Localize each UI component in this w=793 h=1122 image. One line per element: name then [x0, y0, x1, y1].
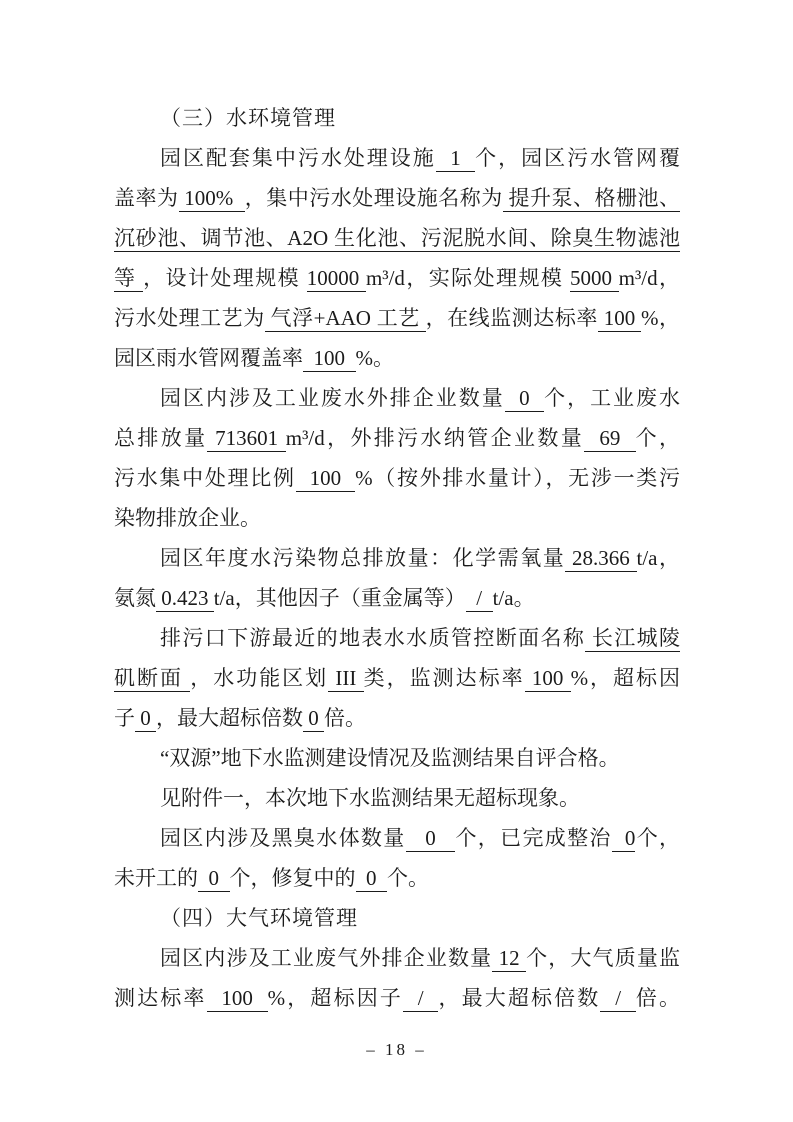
filled-blank: 28.366	[565, 546, 637, 570]
text-segment: 个，修复中的	[229, 866, 356, 890]
filled-blank: 100	[597, 306, 641, 330]
text-segment: 排污口下游最近的地表水水质管控断面名称	[160, 626, 586, 650]
filled-blank: 0	[355, 866, 387, 890]
filled-blank: 0.423	[156, 586, 214, 610]
text-segment: 子	[114, 706, 135, 730]
doc-line	[114, 738, 680, 778]
text-segment: 盖率为	[114, 186, 179, 210]
doc-line	[114, 298, 680, 338]
doc-line	[114, 578, 680, 618]
filled-blank: 5000	[569, 266, 619, 290]
text-segment: 个，园区污水管网覆	[475, 146, 681, 170]
text-segment: %，	[640, 306, 681, 330]
text-segment: 个，大气质量监	[526, 946, 681, 970]
filled-blank: 69	[584, 426, 636, 450]
doc-line	[114, 938, 680, 978]
text-segment: ，集中污水处理设施名称为	[244, 186, 503, 210]
filled-blank: 提升泵、格栅池、	[502, 186, 680, 210]
text-segment: t/a，其他因子（重金属等）	[213, 586, 466, 610]
section-heading-air	[114, 898, 680, 938]
doc-line	[114, 618, 680, 658]
doc-line	[114, 978, 680, 1018]
text-segment: %（按外排水量计），无涉一类污	[355, 466, 681, 490]
text-segment: %，超标因子	[267, 986, 404, 1010]
document-body	[114, 98, 680, 1018]
doc-line	[114, 178, 680, 218]
filled-blank: 0	[303, 706, 324, 730]
text-segment: 见附件一，本次地下水监测结果无超标现象。	[160, 786, 580, 810]
text-segment: 园区配套集中污水处理设施	[160, 146, 436, 170]
doc-line	[114, 858, 680, 898]
text-segment: 园区内涉及工业废气外排企业数量	[160, 946, 493, 970]
text-segment: ，设计处理规模	[143, 266, 307, 290]
text-segment: ，最大超标倍数	[156, 706, 303, 730]
text-segment: m³/d，	[618, 266, 681, 290]
text-segment: ，水功能区划	[190, 666, 329, 690]
filled-blank: 0	[135, 706, 156, 730]
filled-blank: 100	[295, 466, 356, 490]
filled-blank: 713601	[207, 426, 286, 450]
filled-blank: 长江城陵	[585, 626, 681, 650]
filled-blank: 0	[405, 826, 456, 850]
text-segment: 倍。	[635, 986, 681, 1010]
text-segment: 未开工的	[114, 866, 198, 890]
doc-line	[114, 418, 680, 458]
filled-blank: 1	[435, 146, 476, 170]
text-segment: 园区内涉及工业废水外排企业数量	[160, 386, 505, 410]
section-heading-water	[114, 98, 680, 138]
filled-blank: /	[403, 986, 439, 1010]
doc-line	[114, 658, 680, 698]
heading-text: （四）大气环境管理	[160, 906, 358, 930]
doc-line	[114, 258, 680, 298]
filled-blank: 100	[303, 346, 356, 370]
text-segment: 污水集中处理比例	[114, 466, 296, 490]
text-segment: ，在线监测达标率	[425, 306, 598, 330]
filled-blank: 0	[504, 386, 545, 410]
text-segment: m³/d，实际处理规模	[365, 266, 570, 290]
text-segment: “双源”地下水监测建设情况及监测结果自评合格。	[160, 746, 620, 770]
doc-line	[114, 698, 680, 738]
doc-line	[114, 218, 680, 258]
text-segment: 园区雨水管网覆盖率	[114, 346, 303, 370]
filled-blank: 100%	[178, 186, 245, 210]
text-segment: 个，已完成整治	[455, 826, 612, 850]
text-segment: m³/d，外排污水纳管企业数量	[285, 426, 585, 450]
filled-blank: /	[465, 586, 493, 610]
heading-text: （三）水环境管理	[160, 106, 336, 130]
text-segment: 倍。	[324, 706, 366, 730]
doc-line	[114, 378, 680, 418]
text-segment: %，超标因	[570, 666, 681, 690]
text-segment: 染物排放企业。	[114, 506, 261, 530]
text-segment: 测达标率	[114, 986, 207, 1010]
doc-line	[114, 538, 680, 578]
filled-blank: 100	[524, 666, 571, 690]
filled-blank: 矶断面	[114, 666, 191, 690]
text-segment: 总排放量	[114, 426, 208, 450]
text-segment: 个。	[387, 866, 429, 890]
text-segment: 污水处理工艺为	[114, 306, 265, 330]
filled-blank: 沉砂池、调节池、A2O 生化池、污泥脱水间、除臭生物滤池	[114, 226, 680, 250]
filled-blank: /	[600, 986, 636, 1010]
text-segment: t/a，	[636, 546, 681, 570]
text-segment: %。	[355, 346, 394, 370]
text-segment: ，最大超标倍数	[438, 986, 601, 1010]
filled-blank: 气浮+AAO 工艺	[264, 306, 426, 330]
doc-line	[114, 498, 680, 538]
text-segment: 个，	[635, 826, 681, 850]
filled-blank: 12	[492, 946, 527, 970]
doc-line	[114, 778, 680, 818]
text-segment: 个，工业废水	[544, 386, 681, 410]
doc-line	[114, 138, 680, 178]
text-segment: 个，	[635, 426, 681, 450]
doc-line	[114, 818, 680, 858]
text-segment: t/a。	[492, 586, 535, 610]
text-segment: 园区内涉及黑臭水体数量	[160, 826, 406, 850]
filled-blank: 10000	[306, 266, 366, 290]
filled-blank: 0	[611, 826, 636, 850]
text-segment: 类，监测达标率	[363, 666, 525, 690]
filled-blank: III	[328, 666, 364, 690]
page-number: – 18 –	[366, 1040, 427, 1059]
filled-blank: 100	[206, 986, 268, 1010]
filled-blank: 等	[114, 266, 144, 290]
doc-line	[114, 338, 680, 378]
filled-blank: 0	[198, 866, 230, 890]
doc-line	[114, 458, 680, 498]
text-segment: 氨氮	[114, 586, 156, 610]
text-segment: 园区年度水污染物总排放量：化学需氧量	[160, 546, 566, 570]
